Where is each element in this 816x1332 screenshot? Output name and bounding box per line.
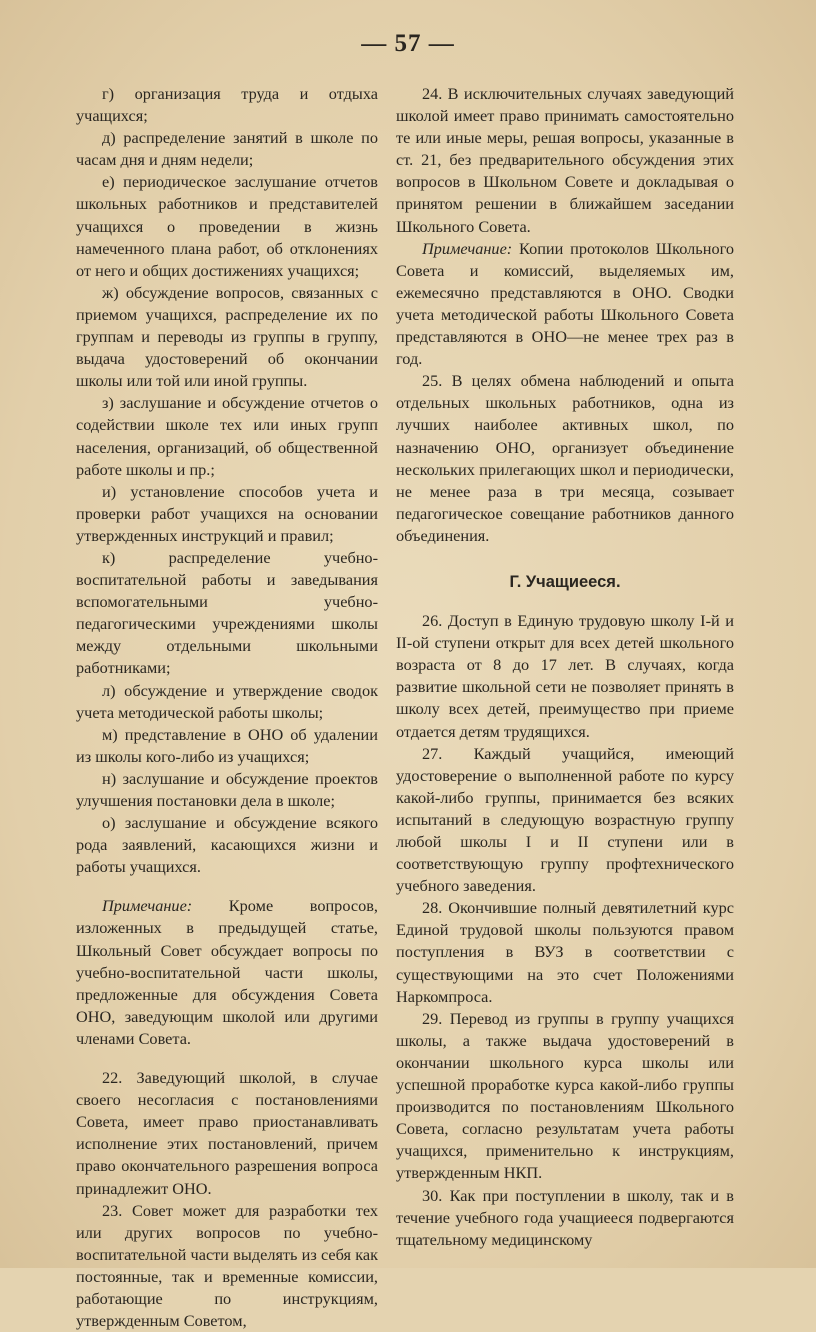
page-number: — 57 — — [361, 30, 455, 57]
note-paragraph — [396, 238, 734, 371]
article-27: 27. Каждый учащийся, имеющий удостоверение о выполненной работе по курсу какой-либо группы, принимается без всяких испытаний в следующую возрастную группу любой школы I и II ступени или в соответствующую группу профтехнического учебного заведения. — [396, 743, 734, 896]
note-paragraph — [76, 895, 378, 1050]
article-28: 28. Окончившие полный девятилетний курс Единой трудовой школы пользуются правом поступления в ВУЗ в соответствии с существующими на это счет Положениями Наркомпроса. — [396, 898, 734, 1006]
paragraph-o: о) заслушание и обсуждение всякого рода заявлений, касающихся жизни и работы учащихся. — [76, 813, 378, 877]
paragraph-n: н) заслушание и обсуждение проектов улучшения постановки дела в школе; — [76, 768, 378, 810]
article-25: 25. В целях обмена наблюдений и опыта отдельных школьных работников, одна из лучших наиболее активных школ, по назначению ОНО, организует объединение нескольких прилегающих школ и периодически, не менее раза в три месяца, созывает педагогическое совещание работников данного объединения. — [396, 371, 734, 545]
article-29: 29. Перевод из группы в группу учащихся школы, а также выдача удостоверений в окончании школьного курса школы или успешной проработке курса какой-либо группы производится по постановлениям Школьного Совета, согласно результатам учета работы учащихся, применительно к инструкциям, утвержденным НКП. — [396, 1008, 734, 1183]
article-24: 24. В исключительных случаях заведующий школой имеет право принимать самостоятельно те или иные меры, решая вопросы, указанные в ст. 21, без предварительного обсуждения этих вопросов в Школьном Совете и докладывая о принятом решении в ближайшем заседании Школьного Совета. — [396, 84, 734, 236]
paragraph-m: м) представление в ОНО об удалении из школы кого-либо из учащихся; — [76, 724, 378, 766]
section-heading: Г. Учащиееся. — [509, 572, 621, 591]
paragraph-i: и) установление способов учета и проверки работ учащихся на основании утвержденных инструкций и правил; — [76, 481, 378, 545]
paragraph-k: к) распределение учебно-воспитательной работы и заведывания вспомогательными учебно-педагогическими учреждениями школы между отдельными школьными работниками; — [76, 547, 378, 678]
article-22: 22. Заведующий школой, в случае своего несогласия с постановлениями Совета, имеет право приостанавливать исполнение этих постановлений, причем право окончательного разрешения вопроса принадлежит ОНО. — [76, 1068, 378, 1198]
note-label: Примечание: — [422, 238, 513, 258]
note-text: Копии протоколов Школьного Совета и комиссий, выделяемых им, ежемесячно представляются в ОНО. Сводки учета методической работы Школьного Совета представляются в ОНО—не менее трех раз в год. — [396, 238, 734, 369]
paragraph-zh: ж) обсуждение вопросов, связанных с приемом учащихся, распределение их по группам и переводы из группы в группу, выдача удостоверений об окончании школы или той или иной группы. — [76, 282, 378, 391]
left-column — [76, 83, 378, 1332]
article-23: 23. Совет может для разработки тех или других вопросов по учебно-воспитательной части выделять из себя как постоянные, так и временные комиссии, работающие по инструкциям, утвержденным Советом, — [76, 1200, 378, 1331]
note-label: Примечание: — [102, 896, 193, 916]
right-column — [396, 83, 734, 1251]
paragraph-d: д) распределение занятий в школе по часам дня и дням недели; — [76, 128, 378, 170]
paragraph-e: е) периодическое заслушание отчетов школьных работников и представителей учащихся о проведении в жизнь намеченного плана работ, об отклонениях от него и общих достижениях учащихся; — [76, 172, 378, 280]
paragraph-l: л) обсуждение и утверждение сводок учета методической работы школы; — [76, 680, 378, 722]
note-text: Кроме вопросов, изложенных в предыдущей статье, Школьный Совет обсуждает вопросы по учебно-воспитательной части школы, предложенные для обсуждения Совета ОНО, заведующим школой или другими членами Совета. — [76, 896, 378, 1048]
paragraph-z: з) заслушание и обсуждение отчетов о содействии школе тех или иных групп населения, организаций, об общественной работе школы и пр.; — [76, 393, 378, 479]
paragraph-g: г) организация труда и отдыха учащихся; — [76, 84, 378, 126]
article-30: 30. Как при поступлении в школу, так и в течение учебного года учащиееся подвергаются тщательному медицинскому — [396, 1185, 734, 1249]
article-26: 26. Доступ в Единую трудовую школу I-й и II-ой ступени открыт для всех детей школьного возраста от 8 до 17 лет. В случаях, когда развитие школьной сети не позволяет принять в школу всех детей, преимущество при приеме отдается детям трудящихся. — [396, 611, 734, 741]
